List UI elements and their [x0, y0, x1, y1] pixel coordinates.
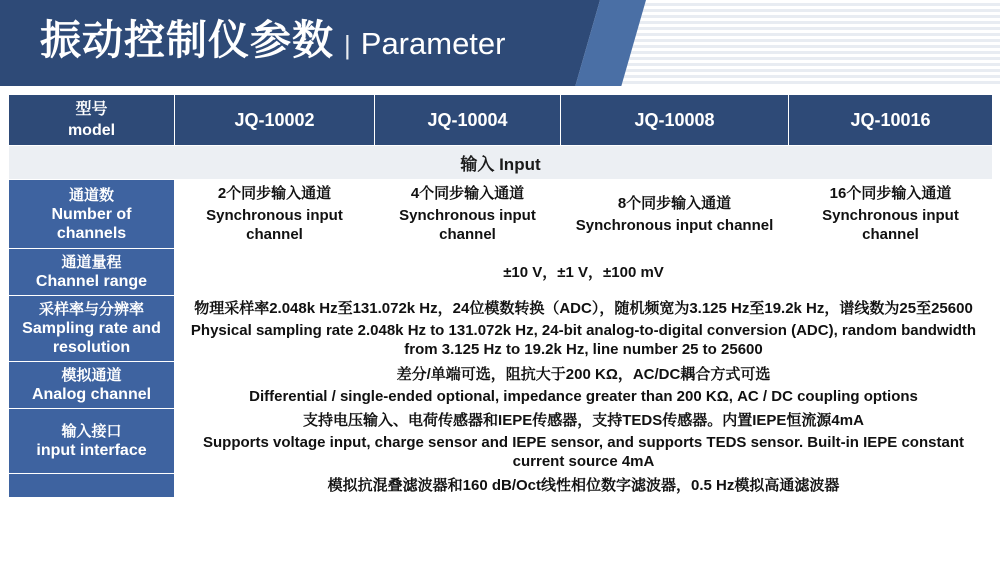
header-model-label-en: model	[67, 122, 116, 139]
cell-filter-value	[175, 474, 993, 498]
cell-cn: 支持电压输入、电荷传感器和IEPE传感器，支持TEDS传感器。内置IEPE恒流源4mA	[303, 412, 864, 429]
cell-cn: 物理采样率2.048k Hz至131.072k Hz，24位模数转换（ADC），随机频宽为3.125 Hz至19.2k Hz，谱线数为25至25600	[194, 299, 973, 317]
cell-cn: 16个同步输入通道	[829, 185, 952, 202]
cell-en: Synchronous input channel	[822, 207, 959, 243]
table-row	[9, 296, 993, 362]
row-label-cn: 采样率与分辨率	[38, 301, 144, 318]
cell-sampling-rate-value	[175, 296, 993, 362]
section-title-input: 输入 Input	[9, 146, 993, 180]
row-label-number-of-channels	[9, 180, 175, 249]
header-model-label	[9, 95, 175, 146]
cell-channels-model4	[789, 180, 993, 249]
model-column-3: JQ-10008	[561, 95, 789, 146]
cell-en: Supports voltage input, charge sensor and IEPE sensor, and supports TEDS sensor. Built-in IEPE constant current source 4mA	[203, 434, 964, 470]
row-label-en: Number of channels	[51, 205, 132, 242]
cell-en: Synchronous input channel	[399, 207, 536, 243]
table-row	[9, 180, 993, 249]
cell-en: Synchronous input channel	[206, 207, 343, 243]
table-row	[9, 409, 993, 474]
page-title-en: Parameter	[360, 26, 506, 61]
cell-en: Physical sampling rate 2.048k Hz to 131.072k Hz, 24-bit analog-to-digital conversion (ADC), random bandwidth from 3.125 Hz to 19.2k Hz, line number 25 to 25600	[190, 321, 977, 358]
row-label-analog-channel	[9, 362, 175, 409]
cell-cn: 2个同步输入通道	[217, 185, 332, 202]
model-column-4: JQ-10016	[789, 95, 993, 146]
spec-table-wrapper	[8, 94, 992, 498]
row-label-input-interface	[9, 409, 175, 474]
cell-cn: 差分/单端可选，阻抗大于200 KΩ，AC/DC耦合方式可选	[396, 365, 771, 383]
table-row	[9, 362, 993, 409]
header-banner	[0, 0, 1000, 86]
cell-channels-model2	[375, 180, 561, 249]
model-column-2: JQ-10004	[375, 95, 561, 146]
row-label-en: Sampling rate and resolution	[22, 320, 161, 356]
cell-analog-channel-value	[175, 362, 993, 409]
cell-en: Differential / single-ended optional, impedance greater than 200 KΩ, AC / DC coupling options	[249, 387, 918, 405]
row-label-cn: 通道量程	[61, 254, 122, 271]
cell-cn: ±10 V，±1 V，±100 mV	[503, 263, 664, 281]
section-row-input	[9, 146, 993, 180]
row-label-filter	[9, 474, 175, 498]
page-title	[40, 12, 506, 72]
row-label-en: input interface	[36, 442, 147, 459]
page-title-cn: 振动控制仪参数	[40, 17, 334, 63]
header-model-label-cn: 型号	[75, 101, 108, 118]
cell-cn: 模拟抗混叠滤波器和160 dB/Oct线性相位数字滤波器，0.5 Hz模拟高通滤波器	[327, 477, 840, 494]
cell-cn: 4个同步输入通道	[410, 185, 525, 202]
cell-cn: 8个同步输入通道	[617, 194, 732, 212]
row-label-cn: 输入接口	[61, 423, 122, 440]
row-label-cn: 模拟通道	[61, 367, 122, 384]
row-label-channel-range	[9, 249, 175, 296]
table-row-partial	[9, 474, 993, 498]
cell-channels-model1	[175, 180, 375, 249]
table-header-row	[9, 95, 993, 146]
row-label-en: Channel range	[35, 273, 148, 290]
table-row	[9, 249, 993, 296]
row-label-en: Analog channel	[31, 386, 152, 403]
model-column-1: JQ-10002	[175, 95, 375, 146]
row-label-cn: 通道数	[68, 186, 114, 204]
row-label-sampling-rate	[9, 296, 175, 362]
cell-channels-model3	[561, 180, 789, 249]
cell-input-interface-value	[175, 409, 993, 474]
spec-table	[8, 94, 993, 498]
page-title-separator: |	[344, 30, 351, 60]
cell-en: Synchronous input channel	[575, 216, 774, 234]
cell-channel-range-value	[175, 249, 993, 296]
